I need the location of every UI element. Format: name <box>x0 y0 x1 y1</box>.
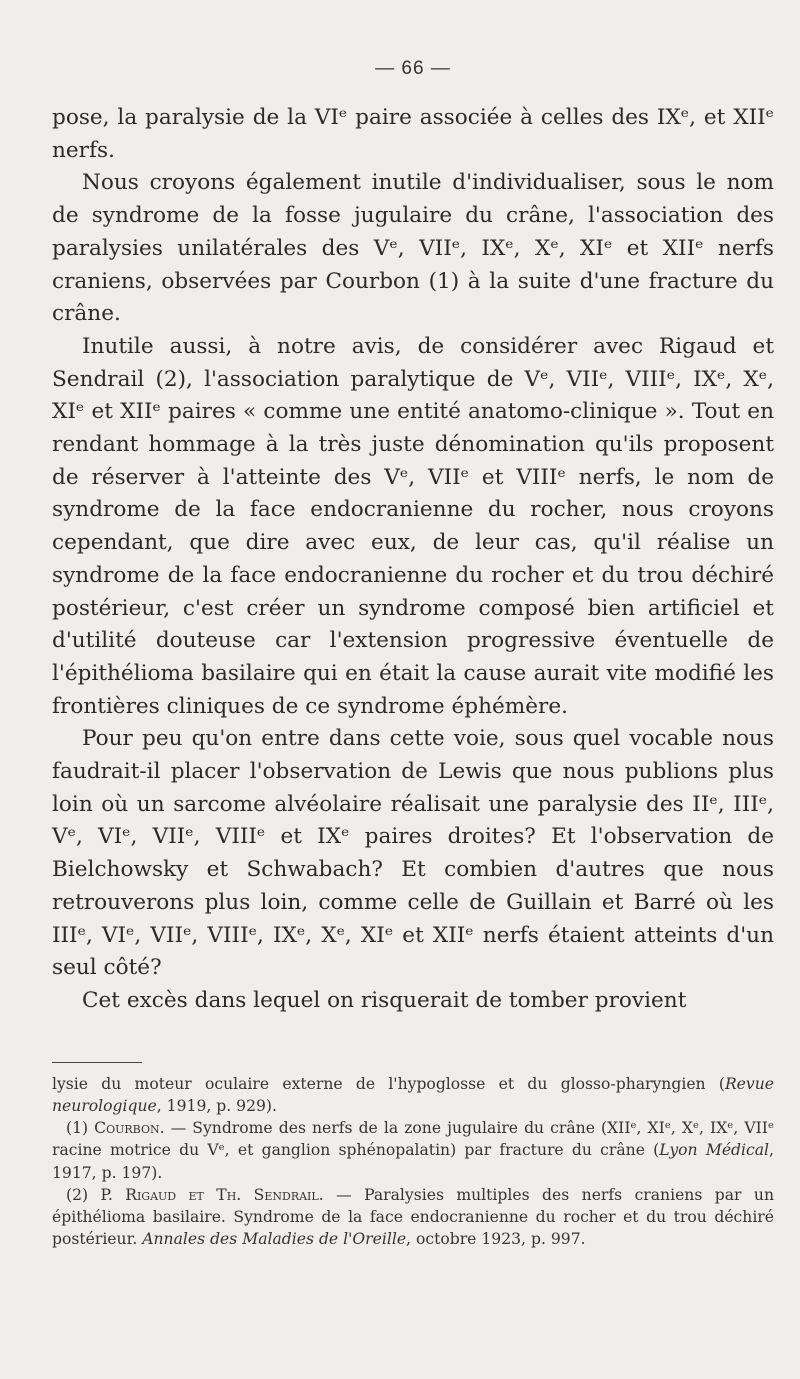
footnote-1-marker: (1) <box>66 1119 89 1138</box>
paragraph-5: Cet excès dans lequel on risquerait de tomber provient <box>82 987 687 1013</box>
footnote-2-ref: , octobre 1923, p. 997. <box>406 1230 586 1249</box>
body-text <box>52 102 774 1018</box>
footnote-continued-ref: , 1919, p. 929). <box>156 1096 277 1115</box>
page-number: — 66 — <box>375 58 451 79</box>
footnote-1-author: Courbon. <box>94 1119 165 1138</box>
footnote-continued-source: Revue neurologique <box>52 1074 774 1115</box>
paragraph-2: Nous croyons également inutile d'individualiser, sous le nom de syndrome de la fosse jugulaire du crâne, l'association des paralysies unilatérales des Vᵉ, VIIᵉ, IXᵉ, Xᵉ, XIᵉ et XIIᵉ nerfs craniens, observées par Courbon (1) à la suite d'une fracture du crâne. <box>52 170 774 327</box>
paragraph-4: Pour peu qu'on entre dans cette voie, sous quel vocable nous faudrait-il placer l'observation de Lewis que nous publions plus loin où un sarcome alvéolaire réalisait une paralysie des IIᵉ, IIIᵉ, Vᵉ, VIᵉ, VIIᵉ, VIIIᵉ et IXᵉ paires droites? Et l'observation de Bielchowsky et Schwabach? Et combien d'autres que nous retrouverons plus loin, comme celle de Guillain et Barré où les IIIᵉ, VIᵉ, VIIᵉ, VIIIᵉ, IXᵉ, Xᵉ, XIᵉ et XIIᵉ nerfs étaient atteints d'un seul côté? <box>52 726 774 981</box>
footnote-continued: lysie du moteur oculaire externe de l'hypoglosse et du glosso-pharyngien (Revue neurologique, 1919, p. 929). <box>52 1074 774 1115</box>
footnote-2-source: Annales des Maladies de l'Oreille <box>142 1230 407 1249</box>
footnote-2-author: P. Rigaud et Th. Sendrail. <box>100 1185 324 1204</box>
footnote-1-source: Lyon Médical <box>659 1141 770 1160</box>
footnote-1-ref: , 1917, p. 197). <box>52 1141 775 1182</box>
footnote-divider <box>52 1062 142 1063</box>
footnote-2 <box>52 1184 774 1251</box>
footnotes <box>52 1073 774 1251</box>
footnote-1-text: — Syndrome des nerfs de la zone jugulaire du crâne (XIIᵉ, XIᵉ, Xᵉ, IXᵉ, VIIᵉ racine motrice du Vᵉ, et ganglion sphénopalatin) par fracture du crâne ( <box>52 1119 774 1160</box>
footnote-1 <box>52 1117 774 1184</box>
paragraph-1: pose, la paralysie de la VIᵉ paire associée à celles des IXᵉ, et XIIᵉ nerfs. <box>52 105 774 163</box>
footnote-continued-text: lysie du moteur oculaire externe de l'hypoglosse et du glosso-pharyngien <box>52 1074 706 1093</box>
paragraph-3: Inutile aussi, à notre avis, de considérer avec Rigaud et Sendrail (2), l'association paralytique de Vᵉ, VIIᵉ, VIIIᵉ, IXᵉ, Xᵉ, XIᵉ et XIIᵉ paires « comme une entité anatomo-clinique ». Tout en rendant hommage à la très juste dénomination qu'ils proposent de réserver à l'atteinte des Vᵉ, VIIᵉ et VIIIᵉ nerfs, le nom de syndrome de la face endocranienne du rocher, nous croyons cependant, que dire avec eux, de leur cas, qu'il réalise un syndrome de la face endocranienne du rocher et du trou déchiré postérieur, c'est créer un syndrome composé bien artificiel et d'utilité douteuse car l'extension progressive éventuelle de l'épithélioma basilaire qui en était la cause aurait vite modifié les frontières cliniques de ce syndrome éphémère. <box>52 333 774 719</box>
footnote-2-text: — Paralysies multiples des nerfs craniens par un épithélioma basilaire. Syndrome de la face endocranienne du rocher et du trou déchiré postérieur. <box>52 1185 774 1249</box>
footnote-2-marker: (2) <box>66 1185 89 1204</box>
